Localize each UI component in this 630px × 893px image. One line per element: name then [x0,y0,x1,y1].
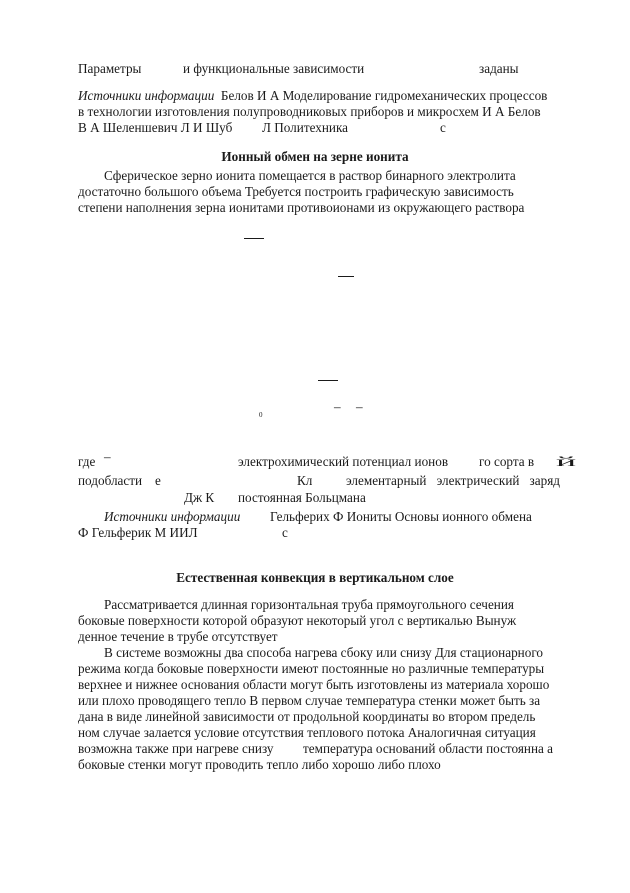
sources2-line2b: с [282,525,288,540]
formula-zero: 0 [259,411,263,419]
section2-title: Естественная конвекция в вертикальном слое [176,570,454,585]
where-gde: где [78,454,96,469]
section2-p2-line5: дана в виде линейной зависимости от продольной координаты во втором предель [78,709,536,724]
formula-dash-a: – [334,399,341,414]
header-text-parameters: Параметры [78,61,142,76]
sources2-line1: Гельферих Ф Иониты Основы ионного обмена [270,509,532,524]
where-l2-a: подобласти [78,473,143,488]
where-l2-c: Кл [297,473,313,488]
sources1-line2: в технологии изготовления полупроводниковых приборов и микросхем И А Белов [78,104,541,119]
section2-p2-line8: боковые стенки могут проводить тепло либо хорошо либо плохо [78,757,441,772]
sources2-line2a: Ф Гельферик М ИИЛ [78,525,198,540]
header-text-functional: и функциональные зависимости [183,61,365,76]
header-text-set: заданы [479,61,519,76]
section2-p2-line2: режима когда боковые поверхности имеют постоянные но различные температуры [78,661,545,676]
section1-p1-line3: степени наполнения зерна ионитами противоионами из окружающего раствора [78,200,525,215]
where-l1-c: й [556,454,577,469]
section1-title: Ионный обмен на зерне ионита [221,149,409,164]
section2-p1-line1: Рассматривается длинная горизонтальная труба прямоугольного сечения [104,597,514,612]
where-l3-a: Дж К [184,490,215,505]
where-l3-b: постоянная Больцмана [238,490,366,505]
section2-p2-line1: В системе возможны два способа нагрева сбоку или снизу Для стационарного [104,645,543,660]
where-dash: – [104,449,111,464]
sources1-line3b: Л Политехника [262,120,349,135]
sources1-text1: Белов И А Моделирование гидромеханических процессов [220,88,548,103]
formula-bar-2 [338,276,354,277]
where-l2-b: е [155,473,161,488]
sources1-line1 [78,88,547,103]
formula-bar-1 [244,238,264,239]
section2-p2-line4: или плохо проводящего тепло В первом случае температура стенки может быть за [78,693,541,708]
sources1-line3c: с [440,120,446,135]
sources1-label: Источники информации [78,88,215,103]
section2-p1-line3: денное течение в трубе отсутствует [78,629,278,644]
section1-p1-line2: достаточно большого объема Требуется построить графическую зависимость [78,184,514,199]
formula-dash-b: – [356,399,363,414]
where-l2-d: элементарный электрический заряд [346,473,560,488]
sources2-label: Источники информации [104,509,241,524]
section1-p1-line1: Сферическое зерно ионита помещается в раствор бинарного электролита [104,168,516,183]
where-l1-mid: электрохимический потенциал ионов [238,454,449,469]
section2-p2-line6: ном случае залается условие отсутствия теплового потока Аналогичная ситуация [78,725,536,740]
formula-bar-3 [318,380,338,381]
where-l1-b: го сорта в [479,454,535,469]
sources1-line3a: В А Шеленшевич Л И Шуб [78,120,233,135]
section2-p2-line7a: возможна также при нагреве снизу [78,741,274,756]
section2-p2-line7b: температура оснований области постоянна а [303,741,554,756]
section2-p2-line3: верхнее и нижнее основания области могут быть изготовлены из материала хорошо [78,677,550,692]
section2-p1-line2: боковые поверхности которой образуют некоторый угол с вертикалью Вынуж [78,613,517,628]
